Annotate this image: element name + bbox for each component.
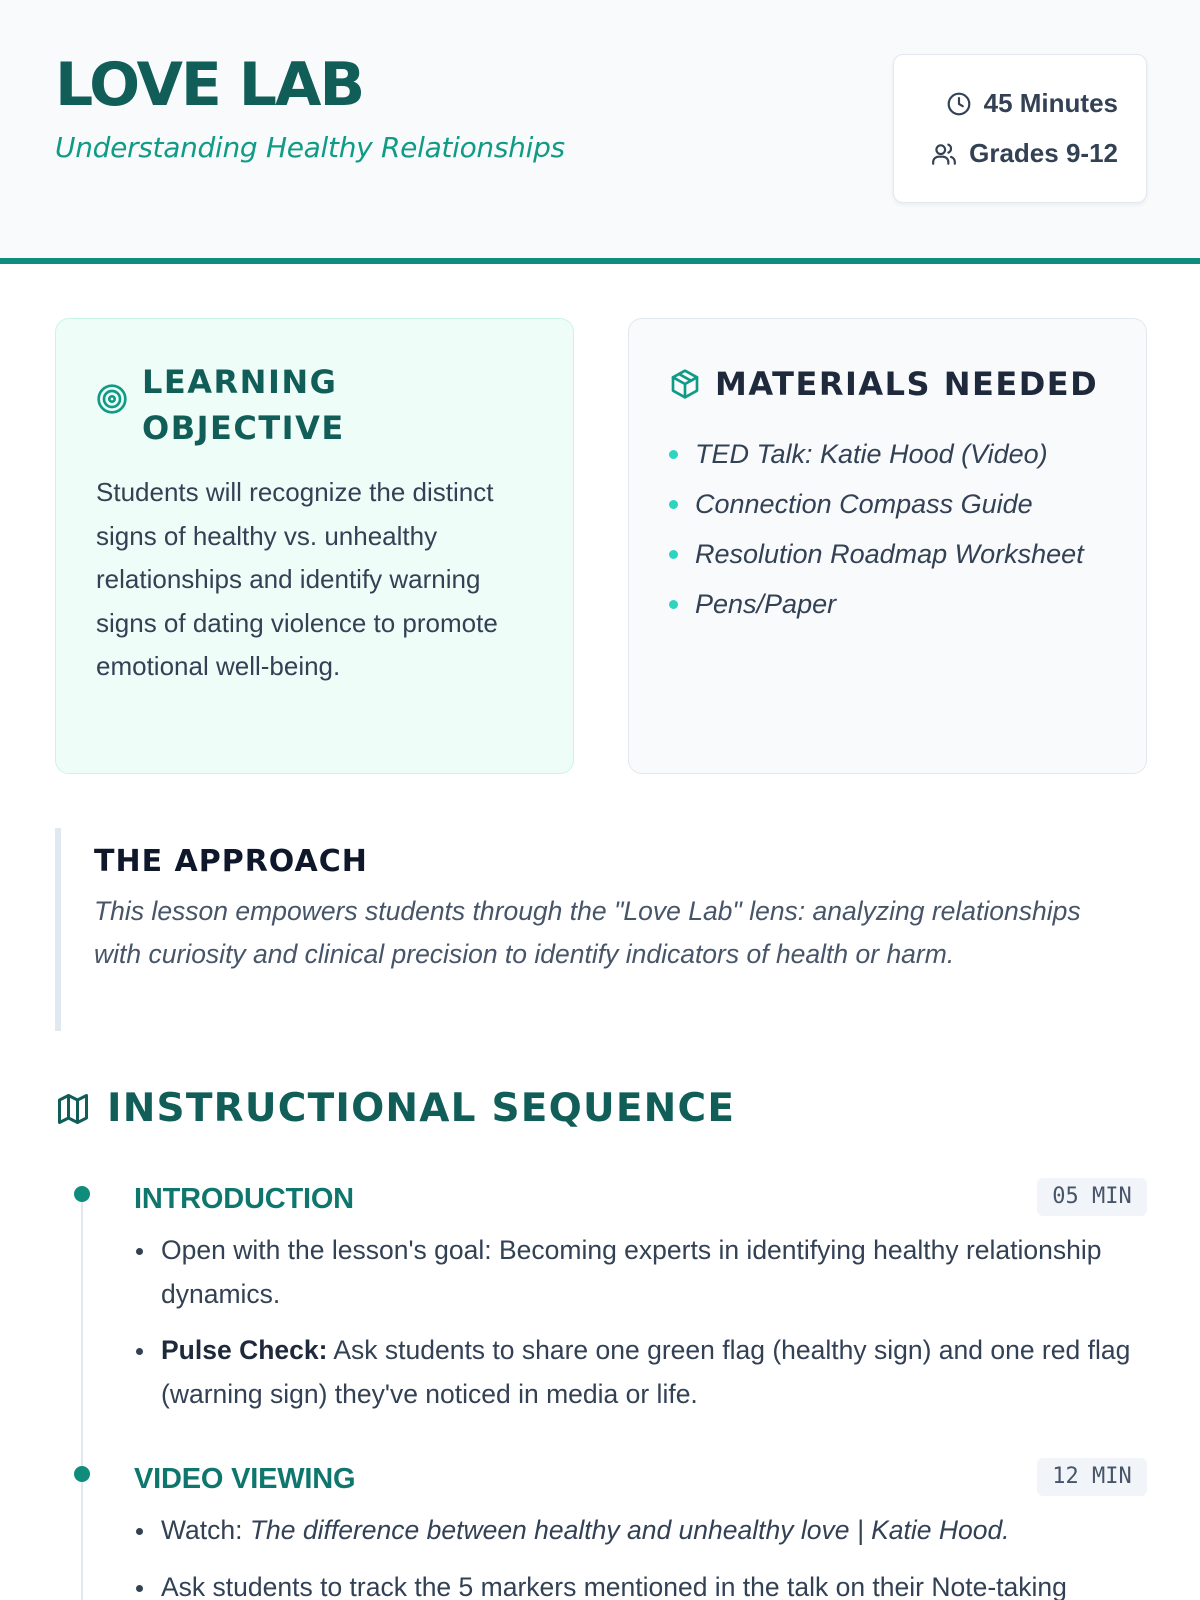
learning-objective-title: LEARNING OBJECTIVE	[142, 363, 345, 447]
step-title: INTRODUCTION	[134, 1183, 354, 1215]
package-icon	[669, 368, 701, 400]
sequence-header	[55, 1086, 735, 1131]
timeline-dot	[74, 1466, 90, 1482]
timeline-line	[81, 1194, 83, 1600]
step-bullets	[134, 1229, 1144, 1429]
materials-item: TED Talk: Katie Hood (Video)	[669, 429, 1084, 479]
timeline-dot	[74, 1186, 90, 1202]
map-icon	[55, 1091, 91, 1127]
approach-text: This lesson empowers students through the "Love Lab" lens: analyzing relationships with curiosity and clinical precision to identify indicators of health or harm.	[94, 896, 1081, 969]
target-icon	[96, 383, 128, 415]
grades-label: Grades 9-12	[969, 138, 1118, 168]
users-icon	[931, 141, 957, 167]
learning-objective-card	[55, 318, 574, 774]
grades-row	[931, 138, 1118, 169]
lesson-meta-card	[893, 54, 1147, 203]
approach-title: THE APPROACH	[94, 844, 368, 879]
materials-item: Pens/Paper	[669, 579, 1084, 629]
step-duration-badge: 05 MIN	[1037, 1178, 1147, 1216]
sequence-title: INSTRUCTIONAL SEQUENCE	[107, 1086, 736, 1131]
step-bullet: Ask students to track the 5 markers mentioned in the talk on their Note-taking	[134, 1566, 1144, 1600]
step-bullet: Pulse Check: Ask students to share one green flag (healthy sign) and one red flag (warning sign) they've noticed in media or life.	[134, 1329, 1144, 1416]
step-duration-badge: 12 MIN	[1037, 1458, 1147, 1496]
step-bullets	[134, 1509, 1144, 1600]
learning-objective-text: Students will recognize the distinct signs of healthy vs. unhealthy relationships and identify warning signs of dating violence to promote emotional well-being.	[96, 477, 498, 681]
materials-item: Connection Compass Guide	[669, 479, 1084, 529]
approach-callout	[55, 828, 1147, 1031]
step-title: VIDEO VIEWING	[134, 1463, 356, 1495]
step-bullet: Open with the lesson's goal: Becoming experts in identifying healthy relationship dynamics.	[134, 1229, 1144, 1316]
page-title: LOVE LAB	[55, 50, 364, 120]
page-header	[0, 0, 1200, 264]
duration-label: 45 Minutes	[983, 88, 1118, 118]
materials-card	[628, 318, 1147, 774]
materials-item: Resolution Roadmap Worksheet	[669, 529, 1084, 579]
step-bullet: Watch: The difference between healthy and unhealthy love | Katie Hood.	[134, 1509, 1144, 1553]
learning-objective-header	[96, 359, 442, 451]
page-subtitle: Understanding Healthy Relationships	[55, 131, 565, 164]
materials-title: MATERIALS NEEDED	[715, 365, 1099, 403]
duration-row	[946, 88, 1118, 119]
materials-list	[669, 429, 1084, 629]
materials-header	[669, 361, 1098, 407]
clock-icon	[946, 91, 972, 117]
